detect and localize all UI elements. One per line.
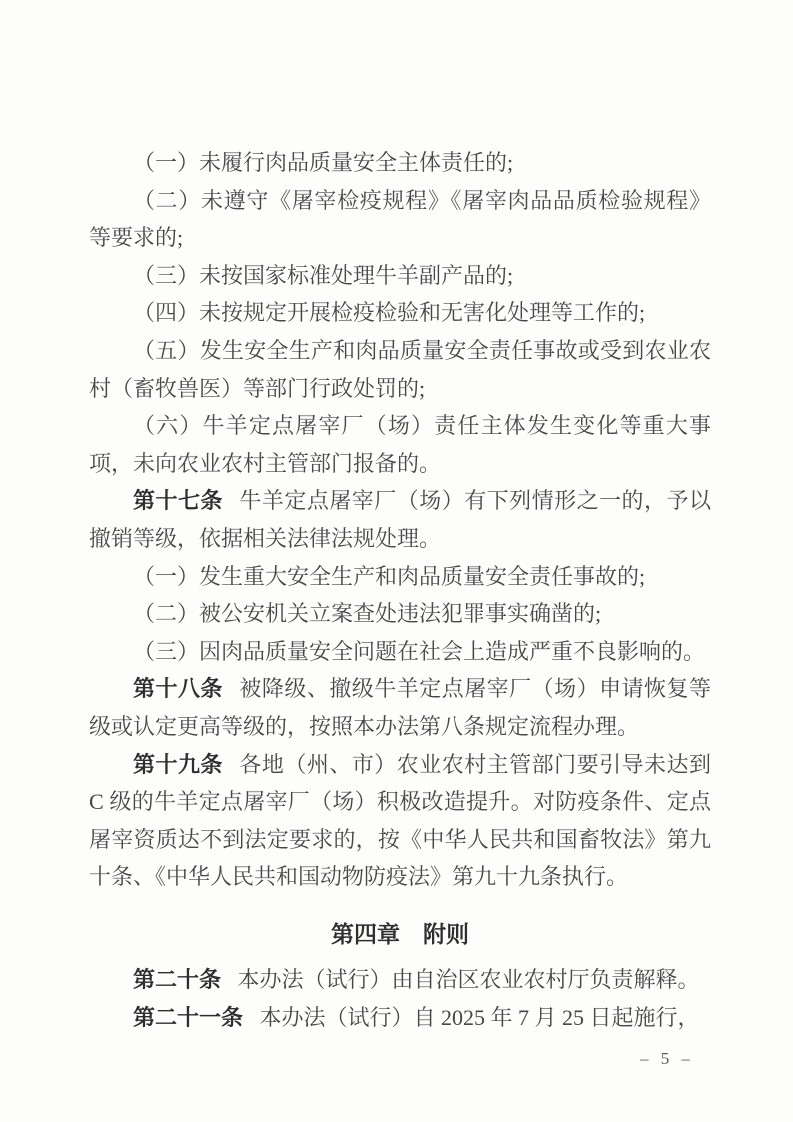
article-number: 第十八条 [133, 676, 223, 702]
article-number: 第十九条 [133, 751, 223, 777]
chapter-heading: 第四章 附则 [331, 921, 469, 947]
document-body [89, 144, 711, 1037]
clause-item [89, 294, 711, 332]
article-text: 牛羊定点屠宰厂（场）有下列情形之一的，予以撤销等级，依据相关法律法规处理。 [89, 488, 711, 551]
article-paragraph [89, 999, 711, 1037]
clause-text: （一）发生重大安全生产和肉品质量安全责任事故的; [133, 563, 646, 589]
clause-text: （六）牛羊定点屠宰厂（场）责任主体发生变化等重大事项，未向农业农村主管部门报备的。 [89, 413, 711, 476]
clause-text: （一）未履行肉品质量安全主体责任的; [133, 150, 514, 175]
article-text: 各地（州、市）农业农村主管部门要引导未达到 C 级的牛羊定点屠宰厂（场）积极改造提升。对防疫条件、定点屠宰资质达不到法定要求的，按《中华人民共和国畜牧法》第九十条、《中华人民共和国动物防疫法》第九十九条执行。 [89, 751, 711, 890]
clause-text: （二）被公安机关立案查处违法犯罪事实确凿的; [133, 601, 602, 627]
article-text: 本办法（试行）自 2025 年 7 月 25 日起施行， [259, 1005, 700, 1031]
clause-item [89, 558, 711, 596]
clause-item [89, 332, 711, 407]
article-text: 被降级、撤级牛羊定点屠宰厂（场）申请恢复等级或认定更高等级的，按照本办法第八条规定流程办理。 [89, 676, 711, 739]
clause-text: （三）未按国家标准处理牛羊副产品的; [133, 262, 514, 288]
article-number: 第十七条 [133, 488, 223, 514]
article-number: 第二十条 [133, 967, 222, 993]
article-text: 本办法（试行）由自治区农业农村厅负责解释。 [237, 967, 700, 993]
article-paragraph [89, 961, 711, 999]
article-paragraph [89, 482, 711, 557]
clause-item [89, 633, 711, 671]
clause-text: （五）发生安全生产和肉品质量安全责任事故或受到农业农村（畜牧兽医）等部门行政处罚的; [89, 337, 711, 401]
article-paragraph [89, 746, 711, 896]
article-paragraph [89, 670, 711, 745]
clause-text: （三）因肉品质量安全问题在社会上造成严重不良影响的。 [133, 638, 706, 664]
clause-item [89, 144, 711, 182]
article-number: 第二十一条 [133, 1005, 244, 1031]
clause-text: （二）未遵守《屠宰检疫规程》《屠宰肉品品质检验规程》等要求的; [89, 187, 711, 251]
clause-item [89, 407, 711, 482]
clause-item [89, 182, 711, 257]
clause-item [89, 595, 711, 633]
page-number: – 5 – [640, 1049, 694, 1068]
clause-text: （四）未按规定开展检疫检验和无害化处理等工作的; [133, 300, 646, 326]
clause-item [89, 257, 711, 295]
